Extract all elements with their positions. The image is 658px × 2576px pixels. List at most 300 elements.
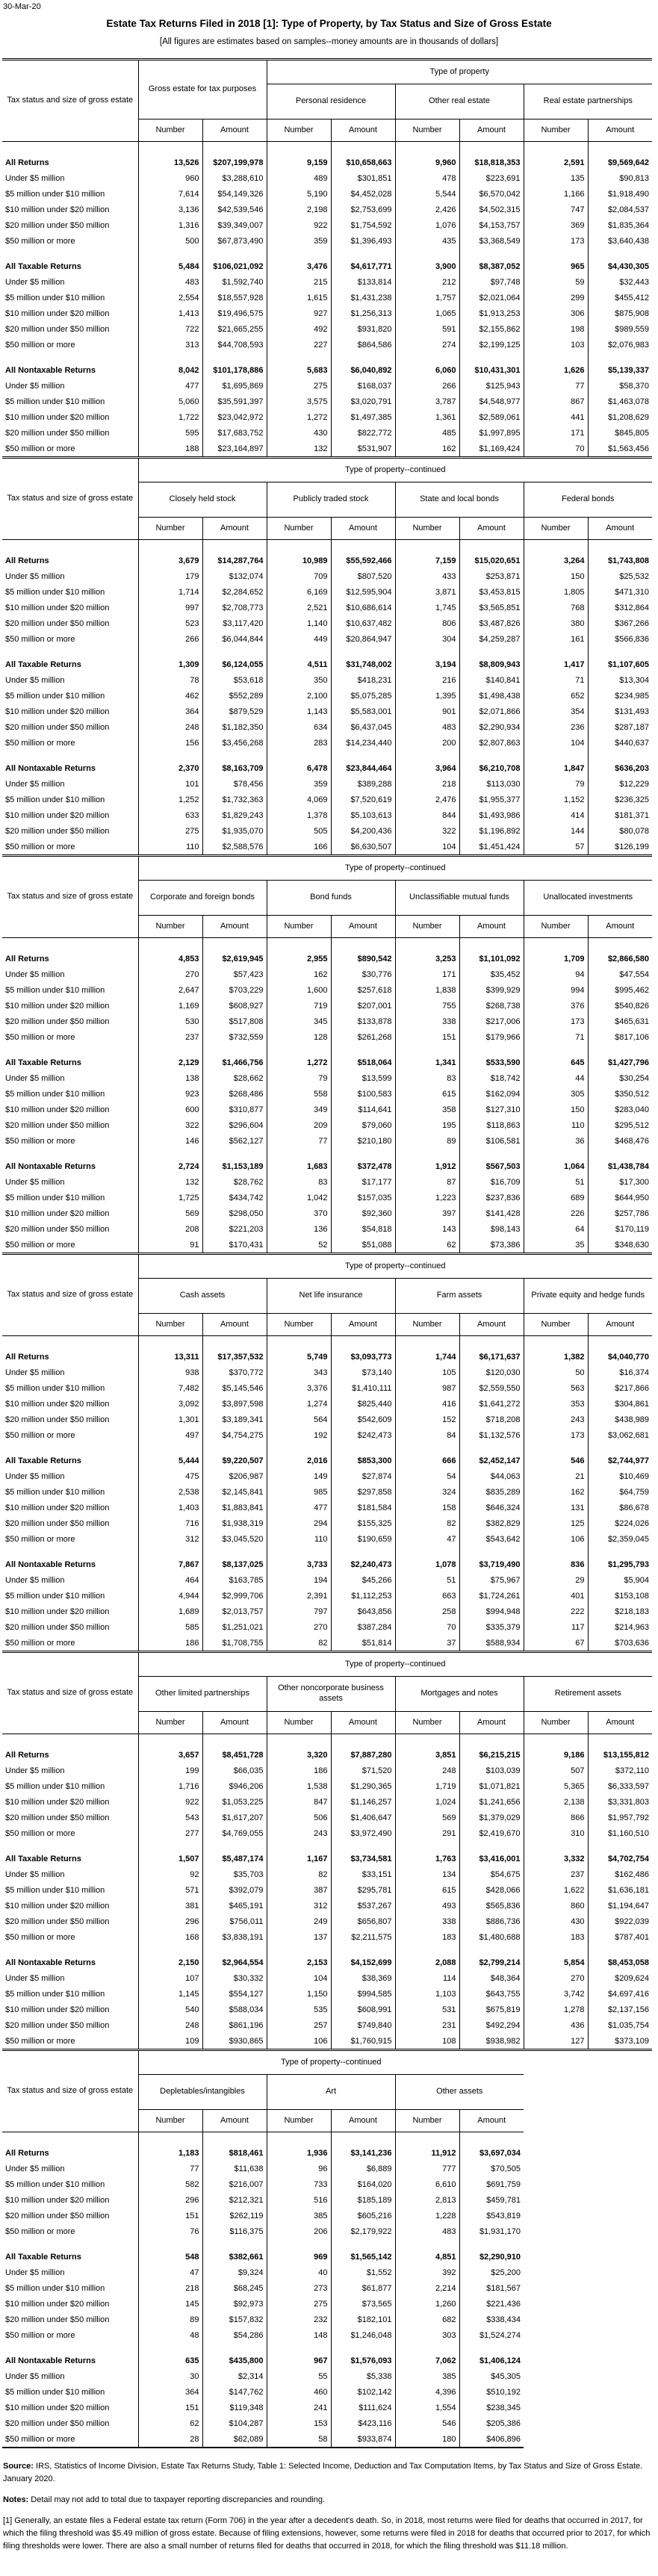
span-header: Type of property--continued (138, 459, 652, 482)
cell-amount: $4,702,754 (588, 1851, 652, 1866)
cell-amount: $1,997,895 (459, 425, 524, 441)
cell-amount: $15,020,651 (459, 553, 524, 568)
row-label: Under $5 million (5, 1575, 65, 1585)
cell-number: 994 (524, 982, 588, 998)
cell-amount: $296,604 (202, 1117, 267, 1133)
cell-number: 1,103 (395, 1986, 459, 2002)
cell-amount: $68,245 (202, 2280, 267, 2296)
cell-amount: $2,589,061 (459, 409, 524, 425)
table-row (2, 362, 652, 378)
cell-number: 222 (524, 1604, 588, 1619)
cell-number: 77 (138, 2161, 202, 2176)
row-label: $50 million or more (5, 1430, 75, 1440)
cell-amount: $732,559 (202, 1029, 267, 1045)
cell-amount: $164,020 (331, 2176, 395, 2192)
cell-amount: $5,583,001 (331, 704, 395, 719)
cell-amount: $4,548,977 (459, 394, 524, 409)
cell-amount: $1,835,364 (588, 217, 652, 233)
cell-amount: $428,066 (459, 1882, 524, 1898)
cell-amount: $1,480,688 (459, 1929, 524, 1945)
cell-number: 1,228 (395, 2208, 459, 2223)
group-header: Bond funds (267, 881, 395, 916)
cell-number: 475 (138, 1468, 202, 1484)
cell-number: 492 (267, 321, 331, 337)
cell-amount: $2,076,983 (588, 337, 652, 353)
table-row (2, 2312, 524, 2327)
cell-amount: $817,106 (588, 1029, 652, 1045)
cell-amount: $10,469 (588, 1468, 652, 1484)
cell-amount: $1,194,647 (588, 1898, 652, 1914)
cell-amount: $67,873,490 (202, 233, 267, 249)
cell-amount: $1,241,656 (459, 1794, 524, 1810)
cell-number: 3,851 (395, 1747, 459, 1763)
table-row (2, 202, 652, 217)
row-label: $5 million under $10 million (5, 397, 105, 406)
cell-number: 505 (267, 823, 331, 839)
cell-number: 206 (267, 2223, 331, 2239)
cell-amount: $1,955,377 (459, 792, 524, 807)
cell-amount: $23,844,464 (331, 760, 395, 776)
cell-amount: $4,754,275 (202, 1427, 267, 1443)
cell-number: 291 (395, 1825, 459, 1841)
cell-amount: $565,836 (459, 1898, 524, 1914)
row-label: All Returns (5, 1750, 49, 1760)
cell-number: 1,064 (524, 1158, 588, 1174)
cell-number: 237 (138, 1029, 202, 1045)
row-label: $50 million or more (5, 2330, 75, 2340)
cell-amount: $2,155,862 (459, 321, 524, 337)
cell-amount: $1,931,170 (459, 2223, 524, 2239)
cell-number: 186 (267, 1763, 331, 1778)
cell-number: 8,042 (138, 362, 202, 378)
cell-number: 3,871 (395, 584, 459, 600)
row-label: Under $5 million (5, 779, 65, 789)
group-header: Farm assets (395, 1279, 524, 1314)
cell-amount: $4,452,028 (331, 186, 395, 202)
cell-amount: $261,268 (331, 1029, 395, 1045)
table-row (2, 1029, 652, 1045)
row-label: All Nontaxable Returns (5, 1958, 96, 1967)
number-col-header: Number (395, 120, 459, 142)
cell-amount: $4,430,305 (588, 258, 652, 274)
row-label: Under $5 million (5, 571, 65, 581)
cell-number: 1,309 (138, 657, 202, 672)
cell-amount: $4,259,287 (459, 631, 524, 647)
row-label: All Returns (5, 1352, 49, 1362)
cell-number: 232 (267, 2312, 331, 2327)
cell-amount: $3,020,791 (331, 394, 395, 409)
cell-number: 546 (395, 2415, 459, 2431)
row-label: $5 million under $10 million (5, 1591, 105, 1601)
cell-number: 162 (395, 441, 459, 458)
cell-amount: $47,554 (588, 966, 652, 982)
table-row (2, 1515, 652, 1531)
cell-number: 138 (138, 1070, 202, 1086)
cell-number: 1,417 (524, 657, 588, 672)
cell-number: 143 (395, 1221, 459, 1237)
cell-amount: $283,040 (588, 1102, 652, 1117)
amount-col-header: Amount (331, 2110, 395, 2132)
cell-number: 7,159 (395, 553, 459, 568)
cell-amount: $45,266 (331, 1572, 395, 1588)
cell-amount: $1,913,253 (459, 305, 524, 321)
group-header: Art (267, 2075, 395, 2110)
cell-amount: $1,724,261 (459, 1588, 524, 1604)
cell-number: 153 (267, 2415, 331, 2431)
table-row (2, 1747, 652, 1763)
group-header: Unclassifiable mutual funds (395, 881, 524, 916)
cell-amount: $2,964,554 (202, 1955, 267, 1970)
cell-amount: $588,034 (202, 2002, 267, 2017)
table-row (2, 2353, 524, 2368)
cell-amount: $71,520 (331, 1763, 395, 1778)
cell-number: 200 (395, 735, 459, 751)
spacer-row (2, 751, 652, 760)
cell-amount: $3,734,581 (331, 1851, 395, 1866)
cell-amount: $106,581 (459, 1133, 524, 1149)
cell-amount: $6,171,637 (459, 1349, 524, 1365)
group-header: Gross estate for tax purposes (138, 60, 267, 120)
cell-number: 208 (138, 1221, 202, 1237)
cell-amount: $310,877 (202, 1102, 267, 1117)
cell-amount: $1,743,808 (588, 553, 652, 568)
row-label: $20 million under $50 million (5, 2418, 110, 2428)
cell-amount: $440,637 (588, 735, 652, 751)
cell-amount: $75,967 (459, 1572, 524, 1588)
cell-amount: $542,609 (331, 1412, 395, 1427)
cell-amount: $6,889 (331, 2161, 395, 2176)
cell-number: 62 (395, 1237, 459, 1254)
cell-number: 104 (524, 735, 588, 751)
cell-number: 3,964 (395, 760, 459, 776)
cell-amount: $32,443 (588, 274, 652, 290)
cell-amount: $1,935,070 (202, 823, 267, 839)
cell-number: 237 (524, 1866, 588, 1882)
cell-amount: $106,021,092 (202, 258, 267, 274)
amount-col-header: Amount (202, 518, 267, 540)
cell-amount: $930,865 (202, 2033, 267, 2050)
notes-text: Detail may not add to total due to taxpayer reporting discrepancies and rounding. (28, 2495, 326, 2505)
cell-amount: $287,187 (588, 719, 652, 735)
cell-number: 248 (138, 2017, 202, 2033)
cell-number: 162 (524, 1484, 588, 1500)
cell-number: 1,140 (267, 615, 331, 631)
cell-number: 125 (524, 1515, 588, 1531)
cell-amount: $438,989 (588, 1412, 652, 1427)
cell-amount: $179,966 (459, 1029, 524, 1045)
spacer-row (2, 2239, 524, 2249)
cell-amount: $100,583 (331, 1086, 395, 1102)
cell-amount: $435,800 (202, 2353, 267, 2368)
cell-amount: $995,462 (588, 982, 652, 998)
spacer-row (2, 1149, 652, 1158)
cell-number: 1,395 (395, 688, 459, 704)
cell-number: 435 (395, 233, 459, 249)
cell-number: 1,716 (138, 1778, 202, 1794)
table-row (2, 1604, 652, 1619)
row-label: $10 million under $20 million (5, 205, 110, 214)
cell-amount: $370,772 (202, 1365, 267, 1380)
cell-amount: $11,638 (202, 2161, 267, 2176)
cell-amount: $224,026 (588, 1515, 652, 1531)
cell-amount: $18,818,353 (459, 155, 524, 170)
spacer-row (2, 540, 652, 553)
cell-amount: $133,814 (331, 274, 395, 290)
table-row (2, 553, 652, 568)
cell-amount: $207,001 (331, 998, 395, 1014)
stub-header: Tax status and size of gross estate (2, 1255, 138, 1336)
notes-line (3, 2494, 654, 2507)
cell-number: 10,989 (267, 553, 331, 568)
row-label: $20 million under $50 million (5, 1813, 110, 1822)
cell-number: 322 (395, 823, 459, 839)
cell-amount: $57,423 (202, 966, 267, 982)
cell-number: 901 (395, 704, 459, 719)
cell-number: 186 (138, 1635, 202, 1652)
cell-amount: $1,918,490 (588, 186, 652, 202)
table-row (2, 290, 652, 305)
cell-amount: $644,950 (588, 1190, 652, 1205)
cell-amount: $210,180 (331, 1133, 395, 1149)
cell-amount: $818,461 (202, 2145, 267, 2161)
cell-number: 719 (267, 998, 331, 1014)
cell-amount: $875,908 (588, 305, 652, 321)
row-label: All Taxable Returns (5, 1058, 81, 1067)
cell-number: 303 (395, 2327, 459, 2343)
cell-number: 84 (395, 1427, 459, 1443)
cell-amount: $1,754,592 (331, 217, 395, 233)
cell-amount: $6,215,215 (459, 1747, 524, 1763)
table-row (2, 1898, 652, 1914)
stub-header: Tax status and size of gross estate (2, 2051, 138, 2132)
cell-number: 938 (138, 1365, 202, 1380)
table-row (2, 1190, 652, 1205)
table-row (2, 1349, 652, 1365)
cell-number: 1,145 (138, 1986, 202, 2002)
cell-number: 485 (395, 425, 459, 441)
cell-number: 1,838 (395, 982, 459, 998)
cell-amount: $206,987 (202, 1468, 267, 1484)
span-header: Type of property (267, 60, 652, 84)
cell-amount: $4,152,699 (331, 1955, 395, 1970)
cell-number: 77 (267, 1133, 331, 1149)
row-label: All Nontaxable Returns (5, 1161, 96, 1171)
cell-number: 2,591 (524, 155, 588, 170)
table-row (2, 760, 652, 776)
row-label: $5 million under $10 million (5, 1885, 105, 1895)
cell-number: 5,060 (138, 394, 202, 409)
cell-amount: $301,851 (331, 170, 395, 186)
cell-amount: $111,624 (331, 2400, 395, 2415)
cell-amount: $162,094 (459, 1086, 524, 1102)
cell-number: 2,426 (395, 202, 459, 217)
cell-amount: $2,359,045 (588, 1531, 652, 1547)
cell-amount: $295,781 (331, 1882, 395, 1898)
cell-amount: $643,856 (331, 1604, 395, 1619)
cell-amount: $1,708,755 (202, 1635, 267, 1652)
cell-amount: $1,379,029 (459, 1810, 524, 1825)
cell-number: 733 (267, 2176, 331, 2192)
table-row (2, 615, 652, 631)
cell-number: 516 (267, 2192, 331, 2208)
cell-amount: $703,229 (202, 982, 267, 998)
cell-amount: $861,196 (202, 2017, 267, 2033)
cell-number: 1,719 (395, 1778, 459, 1794)
cell-number: 40 (267, 2265, 331, 2280)
cell-number: 209 (267, 1117, 331, 1133)
row-label: $20 million under $50 million (5, 428, 110, 438)
cell-number: 747 (524, 202, 588, 217)
cell-number: 55 (267, 2368, 331, 2384)
cell-amount: $423,116 (331, 2415, 395, 2431)
cell-number: 304 (395, 631, 459, 647)
cell-number: 243 (267, 1825, 331, 1841)
cell-number: 3,194 (395, 657, 459, 672)
cell-number: 79 (267, 1070, 331, 1086)
table-row (2, 2223, 524, 2239)
cell-number: 2,554 (138, 290, 202, 305)
cell-number: 2,521 (267, 600, 331, 615)
table-row (2, 1825, 652, 1841)
cell-amount: $92,973 (202, 2296, 267, 2312)
cell-amount: $1,497,385 (331, 409, 395, 425)
cell-number: 306 (524, 305, 588, 321)
cell-number: 117 (524, 1619, 588, 1635)
cell-number: 275 (138, 823, 202, 839)
cell-number: 179 (138, 568, 202, 584)
cell-amount: $807,520 (331, 568, 395, 584)
cell-number: 540 (138, 2002, 202, 2017)
cell-amount: $7,520,619 (331, 792, 395, 807)
cell-number: 1,725 (138, 1190, 202, 1205)
page-subtitle: [All figures are estimates based on samples--money amounts are in thousands of dollars] (159, 37, 499, 46)
cell-amount: $3,117,420 (202, 615, 267, 631)
cell-number: 257 (267, 2017, 331, 2033)
table-row (2, 951, 652, 966)
cell-number: 144 (524, 823, 588, 839)
cell-number: 82 (267, 1866, 331, 1882)
amount-col-header: Amount (459, 120, 524, 142)
cell-number: 104 (267, 1970, 331, 1986)
cell-number: 338 (395, 1914, 459, 1929)
row-label: $10 million under $20 million (5, 1797, 110, 1807)
row-label: $10 million under $20 million (5, 1105, 110, 1114)
cell-amount: $562,127 (202, 1133, 267, 1149)
cell-number: 107 (138, 1970, 202, 1986)
cell-amount: $64,759 (588, 1484, 652, 1500)
cell-number: 1,143 (267, 704, 331, 719)
table-row (2, 1086, 652, 1102)
cell-number: 275 (267, 378, 331, 394)
cell-amount: $1,410,111 (331, 1380, 395, 1396)
cell-amount: $23,164,897 (202, 441, 267, 458)
cell-number: 6,610 (395, 2176, 459, 2192)
cell-number: 364 (138, 704, 202, 719)
table-row (2, 1531, 652, 1547)
cell-amount: $434,742 (202, 1190, 267, 1205)
cell-amount: $886,736 (459, 1914, 524, 1929)
row-label: $10 million under $20 million (5, 2195, 110, 2205)
source-note (3, 2460, 654, 2486)
cell-number: 109 (138, 2033, 202, 2050)
source-text: IRS, Statistics of Income Division, Estate Tax Returns Study, Table 1: Selected Income, Deduction and Tax Computation Items, by Tax Status and Size of Gross Estate. January 2020. (3, 2462, 643, 2484)
cell-number: 436 (524, 2017, 588, 2033)
row-label: $10 million under $20 million (5, 810, 110, 820)
cell-number: 3,733 (267, 1557, 331, 1572)
cell-number: 768 (524, 600, 588, 615)
panel-table (2, 857, 652, 1255)
cell-number: 1,316 (138, 217, 202, 233)
cell-amount: $51,814 (331, 1635, 395, 1652)
cell-amount: $190,659 (331, 1531, 395, 1547)
cell-amount: $79,060 (331, 1117, 395, 1133)
cell-number: 634 (267, 719, 331, 735)
cell-amount: $4,697,416 (588, 1986, 652, 2002)
cell-amount: $531,907 (331, 441, 395, 458)
cell-number: 89 (395, 1133, 459, 1149)
spacer-row (2, 1945, 652, 1955)
cell-number: 236 (524, 719, 588, 735)
cell-number: 58 (267, 2431, 331, 2448)
number-col-header: Number (267, 916, 331, 938)
row-label: $10 million under $20 million (5, 2299, 110, 2309)
amount-col-header: Amount (588, 518, 652, 540)
table-row (2, 1205, 652, 1221)
cell-number: 1,847 (524, 760, 588, 776)
cell-amount: $6,124,055 (202, 657, 267, 672)
row-label: $5 million under $10 million (5, 1781, 105, 1791)
cell-amount: $53,618 (202, 672, 267, 688)
row-label: $50 million or more (5, 236, 75, 246)
cell-number: 146 (138, 1133, 202, 1149)
cell-amount: $236,325 (588, 792, 652, 807)
cell-number: 376 (524, 998, 588, 1014)
amount-col-header: Amount (459, 1712, 524, 1734)
table-row (2, 568, 652, 584)
table-row (2, 2415, 524, 2431)
cell-amount: $78,456 (202, 776, 267, 792)
cell-amount: $312,864 (588, 600, 652, 615)
cell-amount: $2,137,156 (588, 2002, 652, 2017)
table-row (2, 1794, 652, 1810)
cell-amount: $1,153,189 (202, 1158, 267, 1174)
cell-number: 922 (267, 217, 331, 233)
table-row (2, 735, 652, 751)
cell-amount: $3,045,520 (202, 1531, 267, 1547)
group-header: Net life insurance (267, 1279, 395, 1314)
cell-number: 543 (138, 1810, 202, 1825)
cell-number: 128 (267, 1029, 331, 1045)
cell-amount: $6,333,597 (588, 1778, 652, 1794)
cell-number: 5,484 (138, 258, 202, 274)
cell-amount: $372,478 (331, 1158, 395, 1174)
cell-number: 2,198 (267, 202, 331, 217)
table-row (2, 1914, 652, 1929)
cell-number: 134 (395, 1866, 459, 1882)
amount-col-header: Amount (331, 518, 395, 540)
cell-amount: $3,897,598 (202, 1396, 267, 1412)
row-label: $50 million or more (5, 444, 75, 453)
cell-number: 71 (524, 1029, 588, 1045)
cell-amount: $132,074 (202, 568, 267, 584)
row-label: All Nontaxable Returns (5, 1559, 96, 1569)
group-header: Other assets (395, 2075, 524, 2110)
cell-number: 273 (267, 2280, 331, 2296)
cell-amount: $221,203 (202, 1221, 267, 1237)
cell-number: 110 (267, 1531, 331, 1547)
amount-col-header: Amount (331, 1314, 395, 1336)
cell-amount: $2,084,537 (588, 202, 652, 217)
